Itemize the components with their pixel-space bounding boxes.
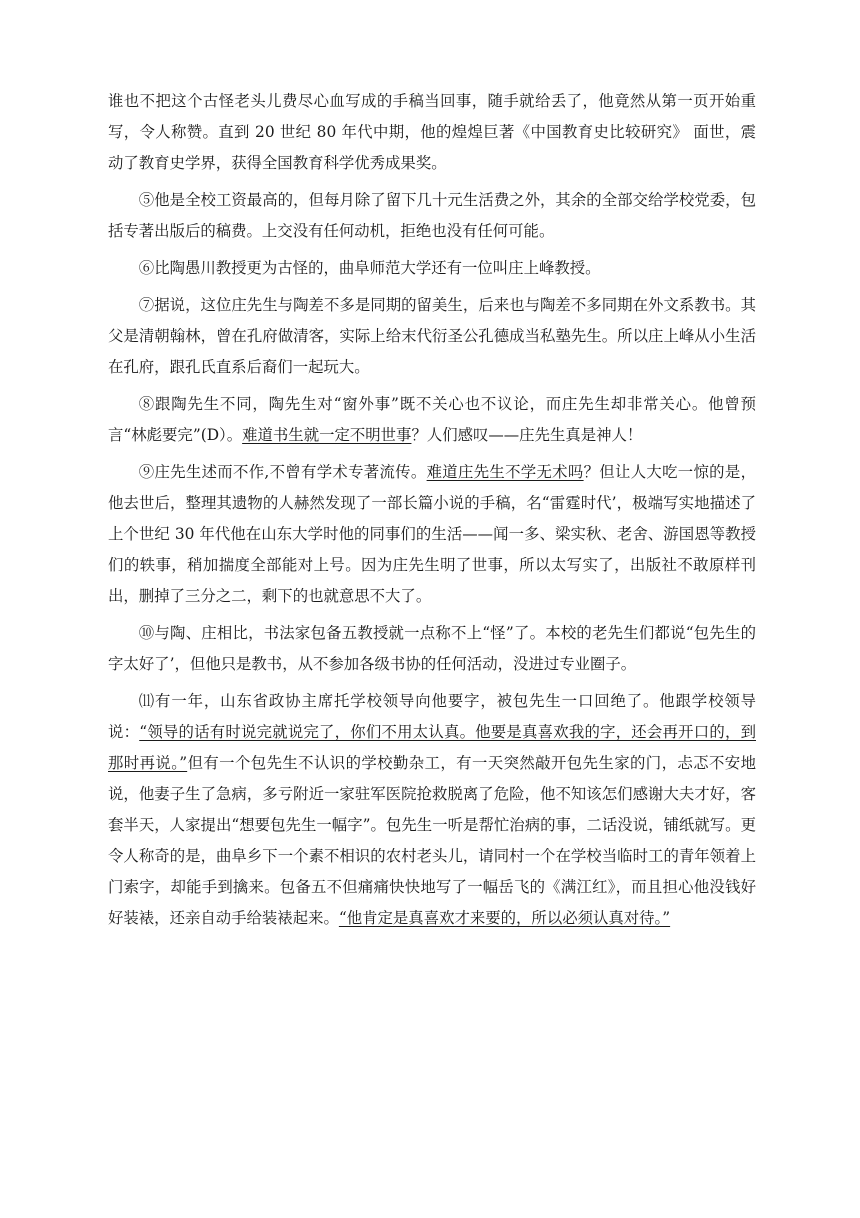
underlined-sentence: 难道书生就一定不明世事: [242, 426, 412, 444]
text-segment: 谁也不把这个古怪老头儿费尽心血写成的手稿当回事，随手就给丢了，他竟然从第一页开始重写，令人称赞。直到 20 世纪 80 年代中期，他的煌煌巨著《中国教育史比较研究》 面世，震动了教育史学界，获得全国教育科学优秀成果奖。: [108, 92, 756, 172]
text-segment: ⑤他是全校工资最高的，但每月除了留下几十元生活费之外，其余的全部交给学校党委，包括专著出版后的稿费。上交没有任何动机，拒绝也没有任何可能。: [108, 191, 756, 240]
paragraph-p11: [108, 686, 756, 934]
text-segment: ？但让人大吃一惊的是，他去世后，整理其遗物的人赫然发现了一部长篇小说的手稿，名“雷霆时代’，极端写实地描述了上个世纪 30 年代他在山东大学时他的同事们的生活——闻一多、梁实秋、老舍、游国恩等教授们的轶事，稍加揣度全部能对上号。因为庄先生明了世事，所以太写实了，出版社不敢原样刊出，删掉了三分之二，剩下的也就意思不大了。: [108, 463, 756, 605]
underlined-sentence: 难道庄先生不学无术吗: [426, 463, 584, 481]
underlined-sentence: “领导的话有时说完就说完了，你们不用太认真。他要是真喜欢我的字，还会再开口的，到那时再说。”: [108, 723, 756, 772]
text-segment: ⑩与陶、庄相比，书法家包备五教授就一点称不上“怪”了。本校的老先生们都说“包先生的字太好了’，但他只是教书，从不参加各级书协的任何活动，没进过专业圈子。: [108, 624, 756, 673]
paragraph-p9: [108, 457, 756, 612]
text-segment: ⑥比陶愚川教授更为古怪的，曲阜师范大学还有一位叫庄上峰教授。: [138, 259, 601, 277]
paragraph-p10: [108, 618, 756, 680]
paragraph-p6: [108, 253, 756, 284]
document-body: [108, 86, 756, 940]
text-segment: ⑾有一年，山东省政协主席托学校领导向他要字，被包先生一口回绝了。他跟学校领导说：: [108, 692, 756, 741]
paragraph-p8: [108, 389, 756, 451]
text-segment: ⑧跟陶先生不同，陶先生对“窗外事”既不关心也不议论，而庄先生却非常关心。他曾预言“林彪要完”(D）。: [108, 395, 756, 444]
text-segment: ⑦据说，这位庄先生与陶差不多是同期的留美生，后来也与陶差不多同期在外文系教书。其父是清朝翰林，曾在孔府做清客，实际上给末代衍圣公孔德成当私塾先生。所以庄上峰从小生活在孔府，跟孔氏直系后裔们一起玩大。: [108, 296, 756, 376]
text-segment: 但有一个包先生不认识的学校勤杂工，有一天突然敲开包先生家的门，忐忑不安地说，他妻子生了急病，多亏附近一家驻军医院抢救脱离了危险，他不知该怎们感谢大夫才好，客套半天，人家提出“想要包先生一幅字”。包先生一听是帮忙治病的事，二话没说，铺纸就写。更令人称奇的是，曲阜乡下一个素不相识的农村老头儿，请同村一个在学校当临时工的青年领着上门索字，却能手到擒来。包备五不但痛痛快快地写了一幅岳飞的《满江红》，而且担心他没钱好好装裱，还亲自动手给装裱起来。: [108, 754, 756, 927]
paragraph-p5: [108, 185, 756, 247]
underlined-sentence: “他肯定是真喜欢才来要的，所以必须认真对待。”: [338, 909, 671, 927]
text-segment: ？人们感叹——庄先生真是神人！: [411, 426, 643, 444]
paragraph-p7: [108, 290, 756, 383]
paragraph-p-continued: [108, 86, 756, 179]
text-segment: ⑨庄先生述而不作,不曾有学术专著流传。: [138, 463, 427, 481]
